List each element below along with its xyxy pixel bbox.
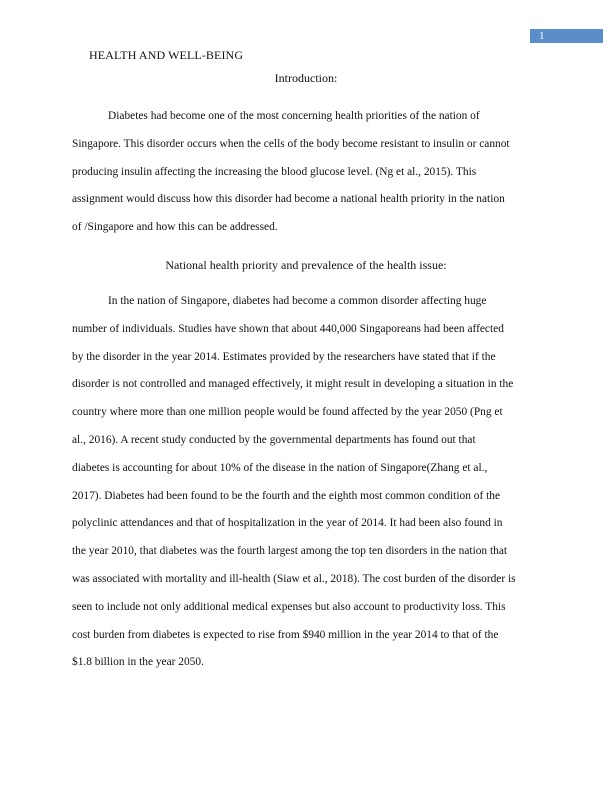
paragraph-line: of /Singapore and how this can be addressed. [72,221,278,234]
paragraph-line: diabetes is accounting for about 10% of the disease in the nation of Singapore(Zhang et al., [72,461,488,474]
paragraph-line: the year 2010, that diabetes was the fourth largest among the top ten disorders in the nation that [72,545,508,558]
introduction-paragraph [72,103,542,242]
paragraph-line: country where more than one million people would be found affected by the year 2050 (Png et [72,406,503,419]
paragraph-line: cost burden from diabetes is expected to rise from $940 million in the year 2014 to that of the [72,628,499,641]
paragraph-line: assignment would discuss how this disorder had become a national health priority in the nation [72,193,505,206]
paragraph-line: was associated with mortality and ill-health (Siaw et al., 2018). The cost burden of the disorder is [72,572,516,585]
paragraph-line: Diabetes had become one of the most concerning health priorities of the nation of [108,110,480,122]
page-number: 1 [530,29,603,43]
introduction-heading: Introduction: [274,71,338,85]
paragraph-line: $1.8 billion in the year 2050. [72,656,204,669]
paragraph-line: 2017). Diabetes had been found to be the fourth and the eighth most common condition of the [72,489,500,502]
paragraph-line: by the disorder in the year 2014. Estimates provided by the researchers have stated that if the [72,350,496,363]
paragraph-line: producing insulin affecting the increasing the blood glucose level. (Ng et al., 2015). This [72,165,477,178]
paragraph-line: seen to include not only additional medical expenses but also account to productivity loss. This [72,600,506,613]
paragraph-line: Singapore. This disorder occurs when the cells of the body become resistant to insulin or cannot [72,137,510,150]
section-heading: National health priority and prevalence of the health issue: [165,258,447,272]
paragraph-line: number of individuals. Studies have shown that about 440,000 Singaporeans had been affected [72,322,504,335]
paragraph-line: In the nation of Singapore, diabetes had become a common disorder affecting huge [108,295,487,307]
running-head: HEALTH AND WELL-BEING [89,48,244,62]
paragraph-line: disorder is not controlled and managed effectively, it might result in developing a situation in the [72,378,514,391]
paragraph-line: al., 2016). A recent study conducted by the governmental departments has found out that [72,433,476,446]
section-paragraph [72,288,542,677]
paragraph-line: polyclinic attendances and that of hospitalization in the year of 2014. It had been also found in [72,517,503,530]
